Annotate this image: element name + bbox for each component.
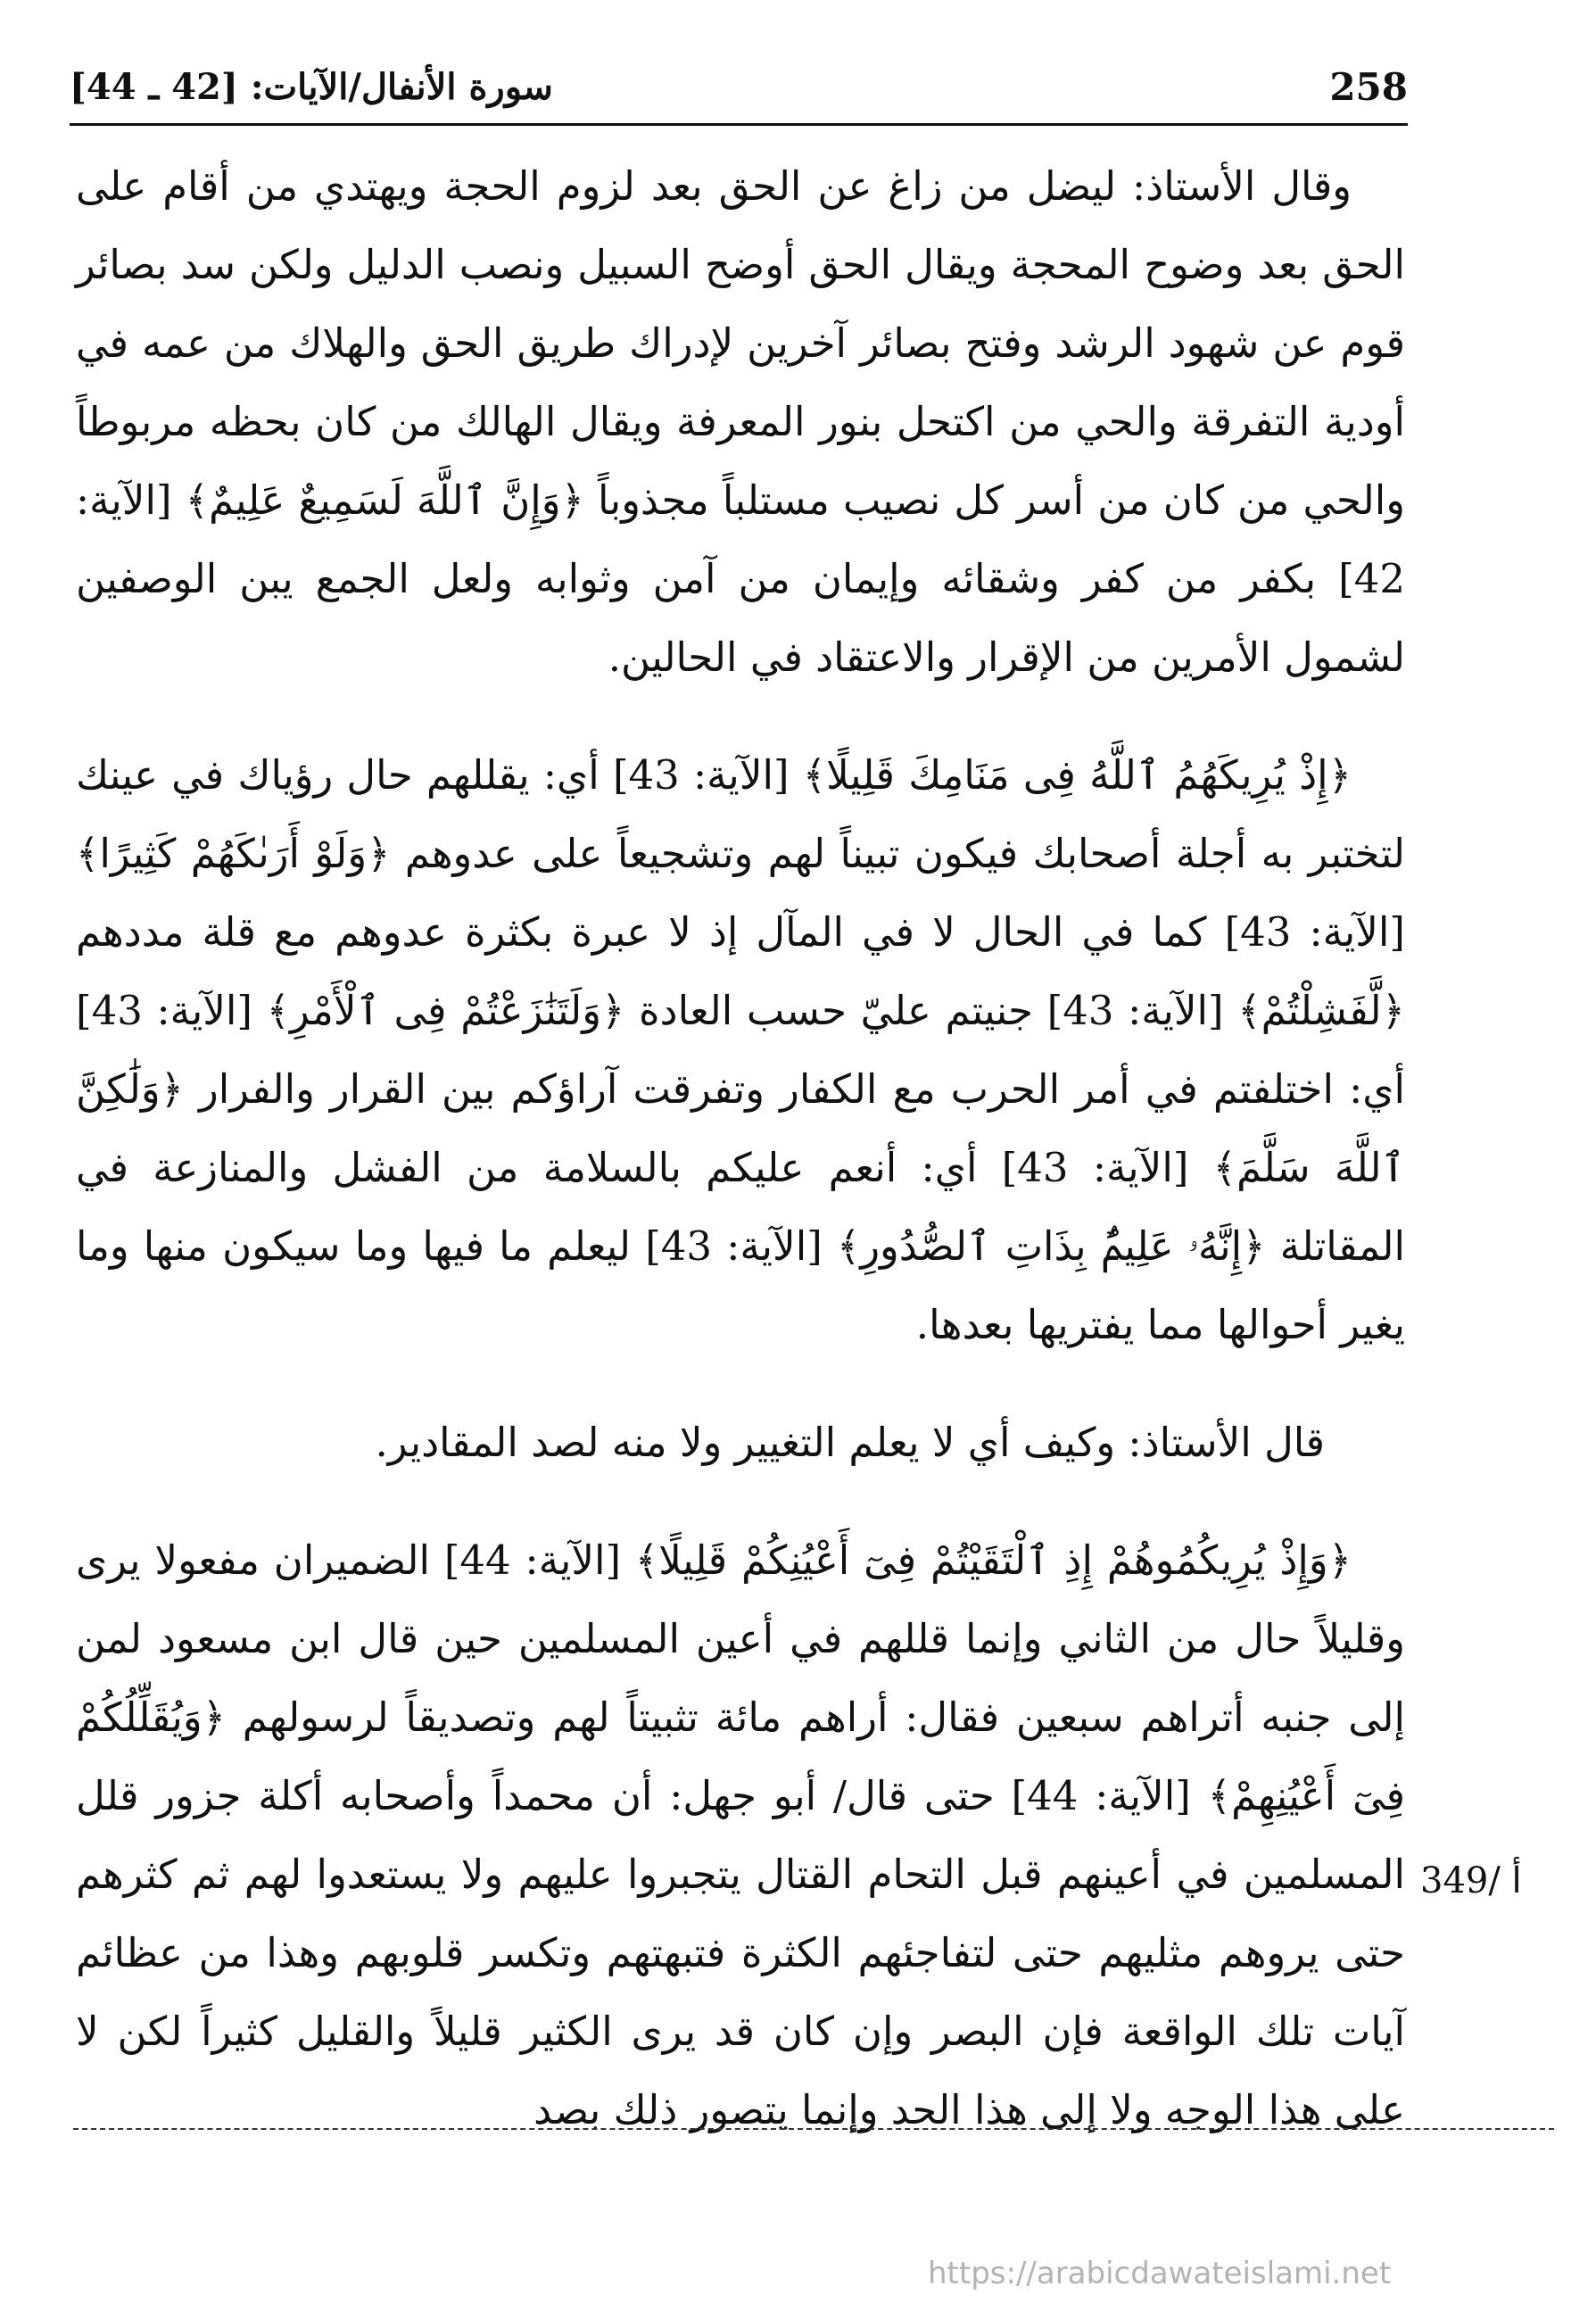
paragraph-3: قال الأستاذ: وكيف أي لا يعلم التغيير ولا منه لصد المقادير. (375, 1419, 1325, 1466)
body-text (76, 147, 1405, 2189)
paragraph-4: ﴿وَإِذْ يُرِيكُمُوهُمْ إِذِ ٱلْتَقَيْتُمْ فِىٓ أَعْيُنِكُمْ قَلِيلًا﴾ [الآية: 44] الضميران مفعولا يرى وقليلاً حال من الثاني وإنما قللهم في أعين المسلمين حين قال ابن مسعود لمن إلى جنبه أتراهم سبعين فقال: أراهم مائة تثبيتاً لهم وتصديقاً لرسولهم ﴿وَيُقَلِّلُكُمْ فِىٓ أَعْيُنِهِمْ﴾ [الآية: 44] حتى قال/ أبو جهل: أن محمداً وأصحابه أكلة جزور قلل المسلمين في أعينهم قبل التحام القتال يتجبروا عليهم ولا يستعدوا لهم ثم كثرهم حتى يروهم مثليهم حتى لتفاجئهم الكثرة فتبهتهم وتكسر قلوبهم وهذا من عظائم آيات تلك الواقعة فإن البصر وإن كان قد يرى الكثير قليلاً والقليل كثيراً لكن لا على هذا الوجه ولا إلى هذا الحد وإنما يتصور ذلك بصد (76, 1537, 1405, 2133)
page-number: 258 (1329, 64, 1408, 109)
paragraph-2: ﴿إِذْ يُرِيكَهُمُ ٱللَّهُ فِى مَنَامِكَ قَلِيلًا﴾ [الآية: 43] أي: يقللهم حال رؤياك في عينك لتختبر به أجلة أصحابك فيكون تبيناً لهم وتشجيعاً على عدوهم ﴿وَلَوْ أَرَىٰكَهُمْ كَثِيرًا﴾ [الآية: 43] كما في الحال لا في المآل إذ لا عبرة بكثرة عدوهم مع قلة مددهم ﴿لَّفَشِلْتُمْ﴾ [الآية: 43] جنيتم عليّ حسب العادة ﴿وَلَتَنَٰزَعْتُمْ فِى ٱلْأَمْرِ﴾ [الآية: 43] أي: اختلفتم في أمر الحرب مع الكفار وتفرقت آراؤكم بين القرار والفرار ﴿وَلَٰكِنَّ ٱللَّهَ سَلَّمَ﴾ [الآية: 43] أي: أنعم عليكم بالسلامة من الفشل والمنازعة في المقاتلة ﴿إِنَّهُۥ عَلِيمٌۢ بِذَاتِ ٱلصُّدُورِ﴾ [الآية: 43] ليعلم ما فيها وما سيكون منها وما يغير أحوالها مما يفتريها بعدها. (76, 751, 1406, 1348)
folio-margin-note: 349/ أ (1420, 1860, 1522, 1901)
header-divider (70, 123, 1408, 126)
running-title: سورة الأنفال/الآيات: [42 ـ 44] (70, 65, 553, 108)
watermark-url: https://arabicdawateislami.net (928, 2256, 1392, 2291)
dashed-divider (73, 2128, 1554, 2130)
page-header (70, 46, 1408, 127)
paragraph-1: وقال الأستاذ: ليضل من زاغ عن الحق بعد لزوم الحجة ويهتدي من أقام على الحق بعد وضوح المحجة ويقال الحق أوضح السبيل ونصب الدليل ولكن سد بصائر قوم عن شهود الرشد وفتح بصائر آخرين لإدراك طريق الحق والهلاك من عمه في أودية التفرقة والحي من اكتحل بنور المعرفة ويقال الهالك من كان بحظه مربوطاً والحي من كان من أسر كل نصيب مستلباً مجذوباً ﴿وَإِنَّ ٱللَّهَ لَسَمِيعٌ عَلِيمٌ﴾ [الآية: 42] بكفر من كفر وشقائه وإيمان من آمن وثوابه ولعل الجمع يبن الوصفين لشمول الأمرين من الإقرار والاعتقاد في الحالين. (76, 162, 1405, 681)
